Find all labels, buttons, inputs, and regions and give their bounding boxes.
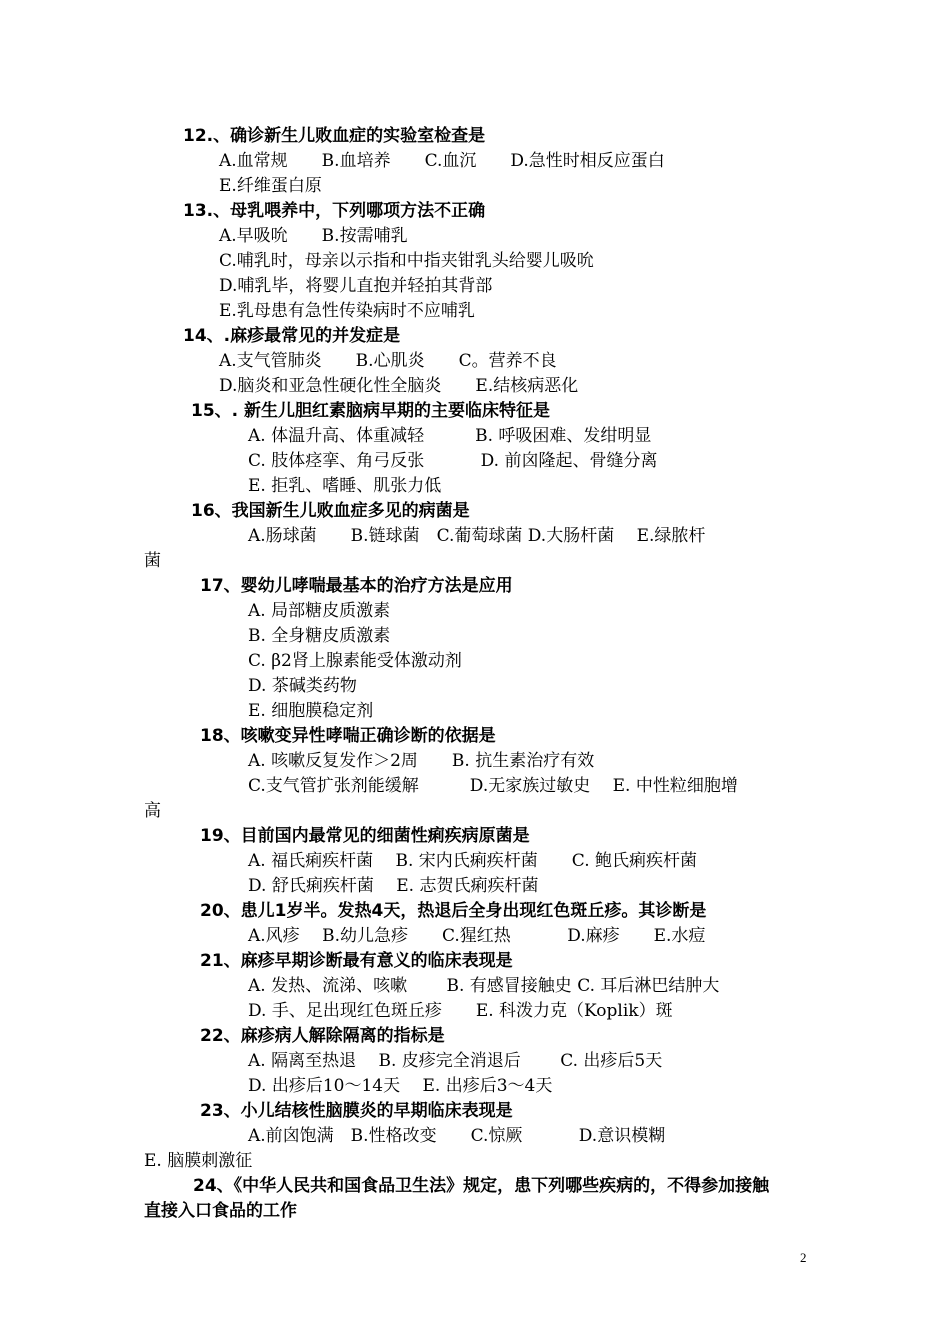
answer-option-line: A. 局部糖皮质激素 bbox=[248, 601, 391, 621]
answer-option-line: A.前囟饱满 B.性格改变 C.惊厥 D.意识模糊 bbox=[248, 1126, 666, 1146]
answer-option-line: B. 全身糖皮质激素 bbox=[248, 626, 391, 646]
answer-option-line: A. 福氏痢疾杆菌 B. 宋内氏痢疾杆菌 C. 鲍氏痢疾杆菌 bbox=[248, 851, 697, 871]
question-text: 直接入口食品的工作 bbox=[144, 1201, 297, 1221]
answer-option-line: C. β2肾上腺素能受体激动剂 bbox=[248, 651, 462, 671]
page-number: 2 bbox=[800, 1250, 807, 1265]
answer-option-line: D.哺乳毕，将婴儿直抱并轻拍其背部 bbox=[219, 276, 493, 296]
question-text: 15、. 新生儿胆红素脑病早期的主要临床特征是 bbox=[191, 401, 551, 421]
answer-option-line: 高 bbox=[144, 801, 161, 821]
question-text: 12.、确诊新生儿败血症的实验室检查是 bbox=[183, 126, 486, 146]
question-text: 23、小儿结核性脑膜炎的早期临床表现是 bbox=[200, 1101, 513, 1121]
answer-option-line: A. 咳嗽反复发作＞2周 B. 抗生素治疗有效 bbox=[248, 751, 595, 771]
question-text: 14、.麻疹最常见的并发症是 bbox=[183, 326, 401, 346]
answer-option-line: A.血常规 B.血培养 C.血沉 D.急性时相反应蛋白 bbox=[219, 151, 665, 171]
question-text: 13.、母乳喂养中，下列哪项方法不正确 bbox=[183, 201, 486, 221]
answer-option-line: C.支气管扩张剂能缓解 D.无家族过敏史 E. 中性粒细胞增 bbox=[248, 776, 738, 796]
answer-option-line: A.肠球菌 B.链球菌 C.葡萄球菌 D.大肠杆菌 E.绿脓杆 bbox=[248, 526, 706, 546]
answer-option-line: A.风疹 B.幼儿急疹 C.猩红热 D.麻疹 E.水痘 bbox=[248, 926, 706, 946]
answer-option-line: D. 出疹后10～14天 E. 出疹后3～4天 bbox=[248, 1076, 553, 1096]
question-text: 24、《中华人民共和国食品卫生法》规定，患下列哪些疾病的，不得参加接触 bbox=[193, 1176, 770, 1196]
question-text: 19、目前国内最常见的细菌性痢疾病原菌是 bbox=[200, 826, 530, 846]
question-text: 17、婴幼儿哮喘最基本的治疗方法是应用 bbox=[200, 576, 513, 596]
answer-option-line: A. 隔离至热退 B. 皮疹完全消退后 C. 出疹后5天 bbox=[248, 1051, 663, 1071]
answer-option-line: D.脑炎和亚急性硬化性全脑炎 E.结核病恶化 bbox=[219, 376, 579, 396]
answer-option-line: D. 手、足出现红色斑丘疹 E. 科泼力克（Koplik）斑 bbox=[248, 1001, 673, 1021]
question-text: 16、我国新生儿败血症多见的病菌是 bbox=[191, 501, 470, 521]
answer-option-line: E. 拒乳、嗜睡、肌张力低 bbox=[248, 476, 442, 496]
question-text: 21、麻疹早期诊断最有意义的临床表现是 bbox=[200, 951, 513, 971]
answer-option-line: A. 体温升高、体重减轻 B. 呼吸困难、发绀明显 bbox=[248, 426, 652, 446]
answer-option-line: E. 脑膜刺激征 bbox=[144, 1151, 253, 1171]
answer-option-line: 菌 bbox=[144, 551, 161, 571]
answer-option-line: A.早吸吮 B.按需哺乳 bbox=[219, 226, 408, 246]
question-text: 22、麻疹病人解除隔离的指标是 bbox=[200, 1026, 445, 1046]
answer-option-line: E. 细胞膜稳定剂 bbox=[248, 701, 374, 721]
answer-option-line: E.纤维蛋白原 bbox=[219, 176, 322, 196]
answer-option-line: E.乳母患有急性传染病时不应哺乳 bbox=[219, 301, 475, 321]
answer-option-line: D. 茶碱类药物 bbox=[248, 676, 357, 696]
question-text: 20、患儿1岁半。发热4天，热退后全身出现红色斑丘疹。其诊断是 bbox=[200, 901, 707, 921]
answer-option-line: D. 舒氏痢疾杆菌 E. 志贺氏痢疾杆菌 bbox=[248, 876, 539, 896]
answer-option-line: C. 肢体痉挛、角弓反张 D. 前囟隆起、骨缝分离 bbox=[248, 451, 658, 471]
question-text: 18、咳嗽变异性哮喘正确诊断的依据是 bbox=[200, 726, 496, 746]
answer-option-line: A. 发热、流涕、咳嗽 B. 有感冒接触史 C. 耳后淋巴结肿大 bbox=[248, 976, 720, 996]
answer-option-line: A.支气管肺炎 B.心肌炎 C。营养不良 bbox=[219, 351, 557, 371]
answer-option-line: C.哺乳时，母亲以示指和中指夹钳乳头给婴儿吸吮 bbox=[219, 251, 594, 271]
